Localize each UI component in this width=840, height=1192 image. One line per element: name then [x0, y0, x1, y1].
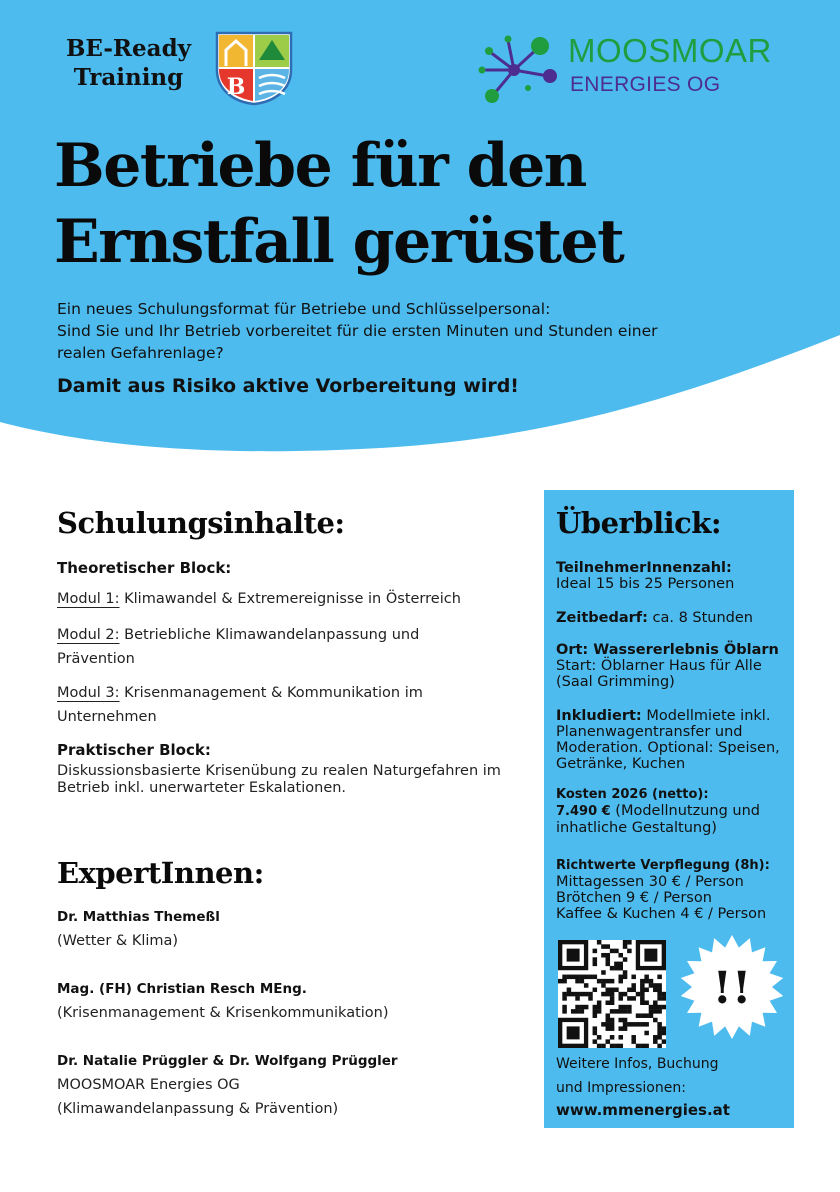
page-headline — [54, 128, 814, 280]
be-ready-shield-icon — [214, 30, 294, 106]
overview-panel — [544, 490, 794, 1128]
expert-2-name: Mag. (FH) Christian Resch MEng. — [57, 981, 307, 997]
overview-participants: TeilnehmerInnenzahl: Ideal 15 bis 25 Personen — [556, 560, 735, 592]
website-link[interactable]: www.mmenergies.at — [556, 1101, 730, 1119]
burst-text: !! — [712, 963, 752, 1014]
network-molecule-icon — [478, 34, 564, 104]
section-title-overview: Überblick: — [556, 506, 722, 540]
overview-catering: Richtwerte Verpflegung (8h): Mittagessen 30 € / Person Brötchen 9 € / Person Kaffee & Kuchen 4 € / Person — [556, 858, 770, 922]
section-title-experts: ExpertInnen: — [57, 856, 264, 890]
expert-3-field: (Klimawandelanpassung & Prävention) — [57, 1101, 339, 1117]
intro-text: Ein neues Schulungsformat für Betriebe und Schlüsselpersonal: Sind Sie und Ihr Betrieb vorbereitet für die ersten Minuten und Stunden einer realen Gefahrenlage? — [57, 300, 658, 362]
expert-3-org: MOOSMOAR Energies OG — [57, 1077, 240, 1093]
overview-place: Ort: Wassererlebnis Öblarn Start: Öblarner Haus für Alle (Saal Grimming) — [556, 642, 779, 690]
module-1: Modul 1: Klimawandel & Extremereignisse in Österreich — [57, 591, 461, 607]
section-title-schulung: Schulungsinhalte: — [57, 506, 345, 540]
theory-block-title: Theoretischer Block: — [57, 559, 232, 577]
exclamation-burst-icon — [676, 933, 788, 1041]
expert-1-name: Dr. Matthias Themeßl — [57, 909, 220, 925]
moosmoar-brand-sub: ENERGIES OG — [570, 73, 721, 96]
more-info-text: Weitere Infos, Buchung und Impressionen: — [556, 1056, 719, 1096]
expert-2-field: (Krisenmanagement & Krisenkommunikation) — [57, 1005, 389, 1021]
headline-line-1: Betriebe für den — [54, 131, 586, 201]
overview-included: Inkludiert: Modellmiete inkl. Planenwagentransfer und Moderation. Optional: Speisen, Getränke, Kuchen — [556, 708, 780, 772]
expert-1-field: (Wetter & Klima) — [57, 933, 179, 949]
qr-code-icon[interactable] — [558, 940, 666, 1048]
overview-time: Zeitbedarf: ca. 8 Stunden — [556, 610, 753, 626]
overview-costs: Kosten 2026 (netto): 7.490 € (Modellnutzung und inhatliche Gestaltung) — [556, 787, 760, 836]
moosmoar-brand-name: MOOSMOAR — [568, 32, 772, 69]
practical-block-title: Praktischer Block: — [57, 741, 211, 759]
be-ready-logo — [56, 30, 306, 110]
shield-letter: B — [226, 74, 246, 100]
tagline: Damit aus Risiko aktive Vorbereitung wird! — [57, 375, 519, 397]
moosmoar-logo — [478, 30, 798, 110]
practical-block-text: Diskussionsbasierte Krisenübung zu realen Naturgefahren im Betrieb inkl. unerwarteter Eskalationen. — [57, 763, 501, 796]
headline-line-2: Ernstfall gerüstet — [54, 207, 624, 277]
module-2: Modul 2: Betriebliche Klimawandelanpassung und Prävention — [57, 627, 420, 667]
expert-3-name: Dr. Natalie Prüggler & Dr. Wolfgang Prüggler — [57, 1053, 398, 1069]
module-3: Modul 3: Krisenmanagement & Kommunikation im Unternehmen — [57, 685, 423, 725]
be-ready-logo-text: BE-Ready Training — [65, 35, 192, 91]
